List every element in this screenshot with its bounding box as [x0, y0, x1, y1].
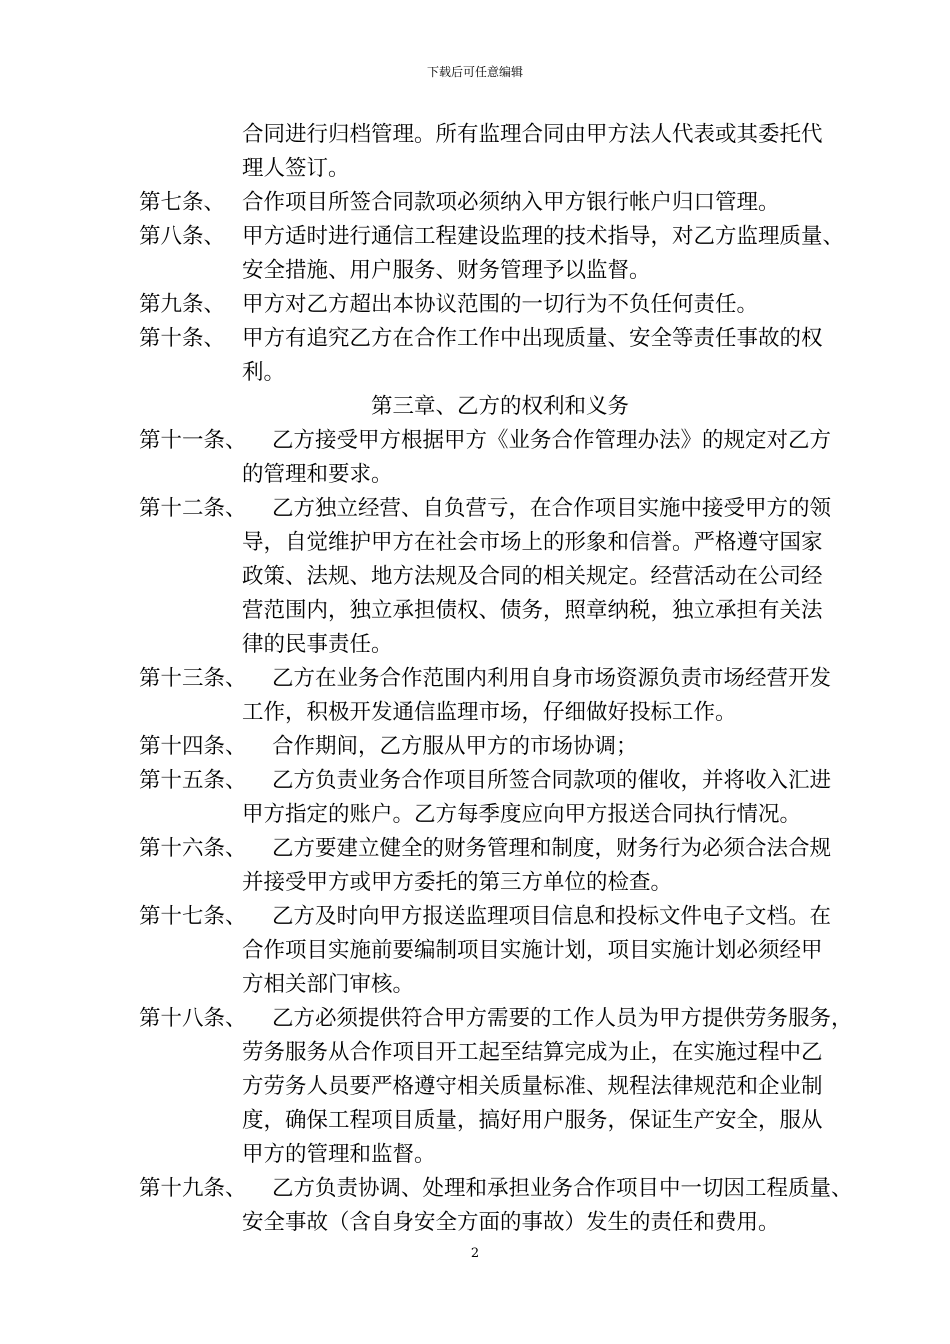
article-text-line: 甲方指定的账户。乙方每季度应向甲方报送合同执行情况。 [242, 802, 802, 827]
article-text-line: 营范围内，独立承担债权、债务，照章纳税，独立承担有关法 [242, 598, 823, 623]
article-text-line: 合同进行归档管理。所有监理合同由甲方法人代表或其委托代 [242, 122, 823, 147]
article-text-line: 乙方负责业务合作项目所签合同款项的催收，并将收入汇进 [272, 768, 832, 793]
article-text-line: 工作，积极开发通信监理市场，仔细做好投标工作。 [242, 700, 737, 725]
article-label: 第十七条、 [139, 904, 247, 929]
article-text-line: 乙方负责协调、处理和承担业务合作项目中一切因工程质量、 [272, 1176, 853, 1201]
article-text-line: 政策、法规、地方法规及合同的相关规定。经营活动在公司经 [242, 564, 823, 589]
article-label: 第十一条、 [139, 428, 247, 453]
page-number: 2 [470, 1246, 480, 1261]
article-text-line: 安全事故（含自身安全方面的事故）发生的责任和费用。 [242, 1210, 780, 1235]
chapter-heading: 第三章、乙方的权利和义务 [370, 394, 629, 419]
article-text-line: 的管理和要求。 [242, 462, 393, 487]
article-label: 第七条、 [139, 190, 226, 215]
article-label: 第九条、 [139, 292, 226, 317]
article-label: 第十条、 [139, 326, 226, 351]
article-text-line: 度，确保工程项目质量，搞好用户服务，保证生产安全，服从 [242, 1108, 823, 1133]
article-text-line: 甲方有追究乙方在合作工作中出现质量、安全等责任事故的权 [242, 326, 823, 351]
article-text-line: 乙方要建立健全的财务管理和制度，财务行为必须合法合规 [272, 836, 832, 861]
article-text-line: 甲方对乙方超出本协议范围的一切行为不负任何责任。 [242, 292, 759, 317]
article-label: 第十三条、 [139, 666, 247, 691]
article-text-line: 导，自觉维护甲方在社会市场上的形象和信誉。严格遵守国家 [242, 530, 823, 555]
article-text-line: 安全措施、用户服务、财务管理予以监督。 [242, 258, 651, 283]
article-text-line: 乙方在业务合作范围内利用自身市场资源负责市场经营开发 [272, 666, 832, 691]
article-text-line: 理人签订。 [242, 156, 350, 181]
article-text-line: 合作项目实施前要编制项目实施计划，项目实施计划必须经甲 [242, 938, 823, 963]
article-text-line: 乙方独立经营、自负营亏，在合作项目实施中接受甲方的领 [272, 496, 832, 521]
article-text-line: 乙方接受甲方根据甲方《业务合作管理办法》的规定对乙方 [272, 428, 832, 453]
article-text-line: 并接受甲方或甲方委托的第三方单位的检查。 [242, 870, 673, 895]
article-text-line: 劳务服务从合作项目开工起至结算完成为止，在实施过程中乙 [242, 1040, 823, 1065]
article-text-line: 甲方适时进行通信工程建设监理的技术指导，对乙方监理质量、 [242, 224, 845, 249]
article-text-line: 合作项目所签合同款项必须纳入甲方银行帐户归口管理。 [242, 190, 780, 215]
article-text-line: 合作期间，乙方服从甲方的市场协调； [272, 734, 638, 759]
page-header-note: 下载后可任意编辑 [426, 65, 523, 79]
article-label: 第十九条、 [139, 1176, 247, 1201]
article-label: 第十八条、 [139, 1006, 247, 1031]
article-text-line: 方劳务人员要严格遵守相关质量标准、规程法律规范和企业制 [242, 1074, 823, 1099]
article-text-line: 利。 [242, 360, 286, 385]
article-text-line: 乙方必须提供符合甲方需要的工作人员为甲方提供劳务服务， [272, 1006, 853, 1031]
article-label: 第八条、 [139, 224, 226, 249]
article-label: 第十五条、 [139, 768, 247, 793]
article-label: 第十四条、 [139, 734, 247, 759]
article-label: 第十二条、 [139, 496, 247, 521]
article-text-line: 方相关部门审核。 [242, 972, 415, 997]
article-text-line: 甲方的管理和监督。 [242, 1142, 436, 1167]
article-text-line: 律的民事责任。 [242, 632, 393, 657]
article-text-line: 乙方及时向甲方报送监理项目信息和投标文件电子文档。在 [272, 904, 832, 929]
article-label: 第十六条、 [139, 836, 247, 861]
